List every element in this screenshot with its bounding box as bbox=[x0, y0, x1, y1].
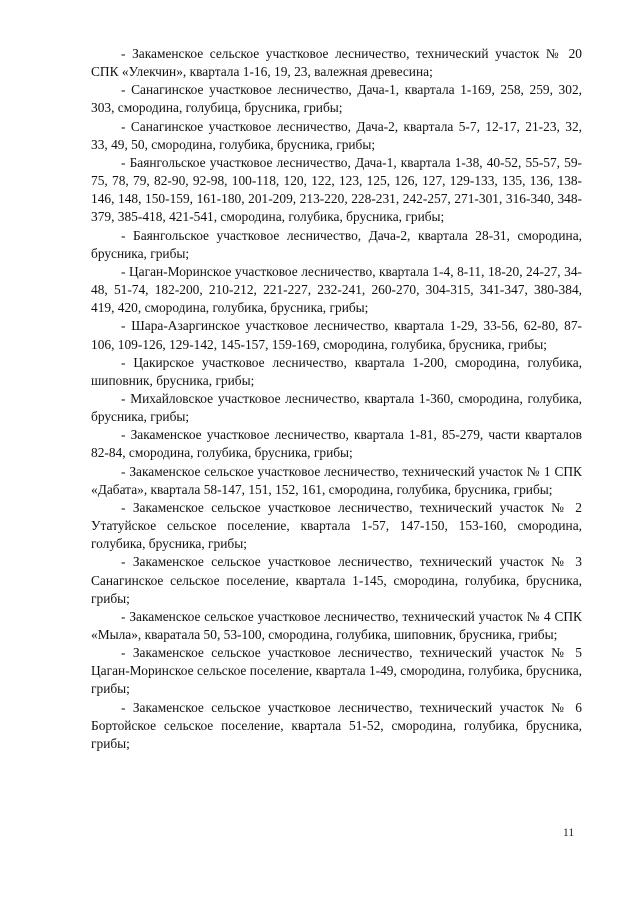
paragraph: - Закаменское участковое лесничество, квартала 1-81, 85-279, части кварталов 82-84, смородина, голубика, брусника, грибы; bbox=[91, 427, 582, 461]
paragraph: - Санагинское участковое лесничество, Дача-2, квартала 5-7, 12-17, 21-23, 32, 33, 49, 50, смородина, голубика, брусника, грибы; bbox=[91, 118, 582, 152]
paragraph: - Цаган-Моринское участковое лесничество, квартала 1-4, 8-11, 18-20, 24-27, 34-48, 51-74, 182-200, 210-212, 221-227, 232-241, 260-270, 304-315, 341-347, 380-384, 419, 420, смородина, голубика, брусника, грибы; bbox=[91, 263, 582, 316]
paragraph: - Шара-Азаргинское участковое лесничество, квартала 1-29, 33-56, 62-80, 87-106, 109-126, 129-142, 145-157, 159-169, смородина, голубика, брусника, грибы; bbox=[91, 318, 582, 352]
paragraph: - Баянгольское участковое лесничество, Дача-1, квартала 1-38, 40-52, 55-57, 59-75, 78, 79, 82-90, 92-98, 100-118, 120, 122, 123, 125, 126, 127, 129-133, 135, 136, 138-146, 148, 150-159, 161-180, 201-209, 213-220, 228-231, 242-257, 271-301, 316-340, 348-379, 385-418, 421-541, смородина, голубика, брусника, грибы; bbox=[91, 154, 582, 225]
paragraph: - Цакирское участковое лесничество, квартала 1-200, смородина, голубика, шиповник, брусника, грибы; bbox=[91, 354, 582, 388]
page-number: 11 bbox=[563, 827, 575, 839]
paragraph: - Закаменское сельское участковое лесничество, технический участок № 2 Утатуйское сельское поселение, квартала 1-57, 147-150, 153-160, смородина, голубика, брусника, грибы; bbox=[91, 499, 582, 552]
paragraph: - Баянгольское участковое лесничество, Дача-2, квартала 28-31, смородина, брусника, грибы; bbox=[91, 227, 582, 261]
paragraph: - Санагинское участковое лесничество, Дача-1, квартала 1-169, 258, 259, 302, 303, смородина, голубица, брусника, грибы; bbox=[91, 82, 582, 116]
document-body bbox=[91, 45, 582, 753]
paragraph: - Закаменское сельское участковое лесничество, технический участок № 4 СПК «Мыла», кваратала 50, 53-100, смородина, голубика, шиповник, брусника, грибы; bbox=[91, 608, 582, 642]
paragraph: - Закаменское сельское участковое лесничество, технический участок № 20 СПК «Улекчин», квартала 1-16, 19, 23, валежная древесина; bbox=[91, 46, 582, 80]
paragraph: - Закаменское сельское участковое лесничество, технический участок № 1 СПК «Дабата», квартала 58-147, 151, 152, 161, смородина, голубика, брусника, грибы; bbox=[91, 463, 582, 497]
paragraph: - Закаменское сельское участковое лесничество, технический участок № 5 Цаган-Моринское сельское поселение, квартала 1-49, смородина, голубика, брусника, грибы; bbox=[91, 645, 582, 697]
paragraph: - Закаменское сельское участковое лесничество, технический участок № 6 Бортойское сельское поселение, квартала 51-52, смородина, голубика, брусника, грибы; bbox=[91, 699, 582, 751]
paragraph: - Закаменское сельское участковое лесничество, технический участок № 3 Санагинское сельское поселение, квартала 1-145, смородина, голубика, брусника, грибы; bbox=[91, 554, 582, 606]
paragraph: - Михайловское участковое лесничество, квартала 1-360, смородина, голубика, брусника, грибы; bbox=[91, 390, 582, 425]
